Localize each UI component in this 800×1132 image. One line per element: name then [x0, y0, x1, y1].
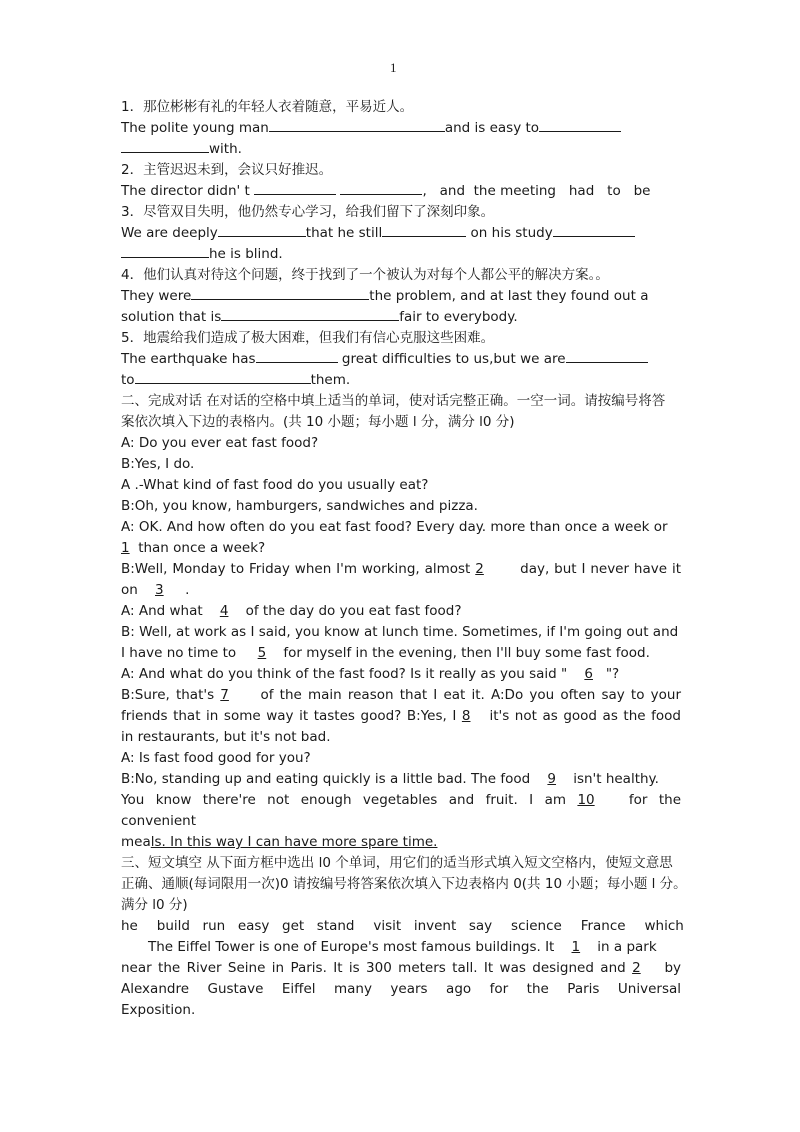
blank-number: 4 — [219, 603, 229, 619]
dialogue-line: You know there're not enough vegetables and fruit. I am 10 for the — [121, 792, 681, 808]
answer-blank[interactable] — [121, 245, 209, 258]
dialogue-line: B:Yes, I do. — [121, 456, 195, 472]
dialogue-line: B:Oh, you know, hamburgers, sandwiches and pizza. — [121, 498, 478, 514]
dialogue-line: A: Do you ever eat fast food? — [121, 435, 319, 451]
word-option: which — [644, 918, 684, 934]
answer-blank[interactable] — [382, 224, 466, 237]
item-3-chinese: 3．尽管双目失明，他仍然专心学习，给我们留下了深刻印象。 — [121, 204, 495, 220]
answer-blank[interactable] — [191, 287, 369, 300]
dialogue-line: I have no time to 5 for myself in the evening, then I'll buy some fast food. — [121, 645, 650, 661]
answer-blank[interactable] — [121, 140, 209, 153]
item-5-english: The earthquake has great difficulties to us,but we are — [121, 349, 681, 369]
blank-number: 5 — [257, 645, 267, 661]
word-option: he — [121, 918, 138, 934]
dialogue-line: B:Sure, that's 7 of the main reason that I eat it. A:Do you often say to your — [121, 687, 681, 703]
blank-number: 1 — [121, 540, 130, 556]
passage-line: The Eiffel Tower is one of Europe's most famous buildings. It 1 in a park — [148, 939, 657, 955]
item-1-english-cont: with. — [121, 139, 681, 159]
section-2-instruction-cont: 案依次填入下边的表格内。(共 10 小题；每小题 l 分，满分 l0 分) — [121, 414, 515, 430]
dialogue-line: 1 than once a week? — [121, 540, 266, 556]
item-5-chinese: 5．地震给我们造成了极大困难，但我们有信心克服这些困难。 — [121, 330, 495, 346]
section-3-instruction-score: 满分 l0 分) — [121, 897, 188, 913]
dialogue-line: A: And what 4 of the day do you eat fast food? — [121, 603, 462, 619]
word-option: get — [282, 918, 305, 934]
word-option: build — [156, 918, 190, 934]
section-3-instruction-cont: 正确、通顺(每词限用一次)0 请按编号将答案依次填入下边表格内 0(共 10 小题；每小题 l 分。 — [121, 876, 687, 892]
item-4-english-cont: solution that is fair to everybody. — [121, 309, 518, 325]
item-1-chinese: 1．那位彬彬有礼的年轻人衣着随意，平易近人。 — [121, 99, 414, 115]
blank-number: 3 — [155, 582, 164, 598]
answer-blank[interactable] — [340, 182, 422, 195]
word-option: run — [202, 918, 226, 934]
passage-line: Alexandre Gustave Eiffel many years ago for the Paris Universal — [121, 981, 681, 997]
item-4-english: They were the problem, and at last they found out a — [121, 288, 649, 304]
word-option: visit — [373, 918, 402, 934]
dialogue-line: A: And what do you think of the fast food? Is it really as you said " 6 "? — [121, 666, 620, 682]
blank-number: 2 — [475, 561, 484, 577]
item-4-chinese: 4．他们认真对待这个问题，终于找到了一个被认为对每个人都公平的解决方案。。 — [121, 267, 609, 283]
dialogue-line: on 3 . — [121, 582, 190, 598]
word-option: science — [511, 918, 562, 934]
passage-line: Exposition. — [121, 1002, 196, 1018]
blank-number: 10 — [577, 792, 595, 808]
item-5-english-cont: to them. — [121, 372, 351, 388]
answer-blank[interactable] — [221, 308, 399, 321]
word-option: France — [580, 918, 626, 934]
blank-number: 8 — [461, 708, 471, 724]
item-3-english-cont: he is blind. — [121, 244, 681, 264]
answer-blank[interactable] — [269, 119, 445, 132]
dialogue-line: A: Is fast food good for you? — [121, 750, 311, 766]
dialogue-line: B:No, standing up and eating quickly is a little bad. The food 9 isn't healthy. — [121, 771, 659, 787]
dialogue-line: A: OK. And how often do you eat fast food? Every day. more than once a week or — [121, 519, 668, 535]
dialogue-line: B: Well, at work as I said, you know at lunch time. Sometimes, if I'm going out and — [121, 624, 679, 640]
word-option: easy — [237, 918, 270, 934]
dialogue-line: friends that in some way it tastes good? B:Yes, I 8 it's not as good as the food — [121, 708, 681, 724]
answer-blank[interactable] — [254, 182, 336, 195]
answer-blank[interactable] — [218, 224, 306, 237]
answer-blank[interactable] — [256, 350, 338, 363]
blank-number: 7 — [220, 687, 229, 703]
blank-number: 9 — [547, 771, 557, 787]
passage-line: near the River Seine in Paris. It is 300 meters tall. It was designed and 2 by — [121, 960, 682, 976]
dialogue-line: convenient — [121, 813, 196, 829]
word-option: say — [468, 918, 493, 934]
blank-number: 1 — [571, 939, 581, 955]
item-2-english: The director didn' t , and the meeting had to be — [121, 183, 651, 199]
blank-number: 2 — [632, 960, 641, 976]
word-box — [121, 916, 684, 936]
item-2-chinese: 2．主管迟迟未到，会议只好推迟。 — [121, 162, 333, 178]
section-2-instruction: 二、完成对话 在对话的空格中填上适当的单词，使对话完整正确。一空一词。请按编号将答 — [121, 393, 666, 409]
answer-blank[interactable] — [135, 371, 311, 384]
dialogue-line: B:Well, Monday to Friday when I'm working, almost 2 day, but I never have it — [121, 561, 681, 577]
word-option: stand — [316, 918, 355, 934]
blank-number: 6 — [584, 666, 593, 682]
section-3-instruction: 三、短文填空 从下面方框中选出 l0 个单词，用它们的适当形式填入短文空格内，使短文意思 — [121, 855, 673, 871]
answer-blank[interactable] — [553, 224, 635, 237]
page-number: 1 — [390, 60, 397, 75]
dialogue-line: in restaurants, but it's not bad. — [121, 729, 331, 745]
item-3-english: We are deeply that he still on his study — [121, 223, 681, 243]
item-1-english: The polite young man and is easy to — [121, 118, 681, 138]
word-option: invent — [413, 918, 457, 934]
answer-blank[interactable] — [539, 119, 621, 132]
dialogue-line: meals. In this way I can have more spare time. — [121, 834, 438, 850]
dialogue-line: A .-What kind of fast food do you usually eat? — [121, 477, 429, 493]
answer-blank[interactable] — [566, 350, 648, 363]
